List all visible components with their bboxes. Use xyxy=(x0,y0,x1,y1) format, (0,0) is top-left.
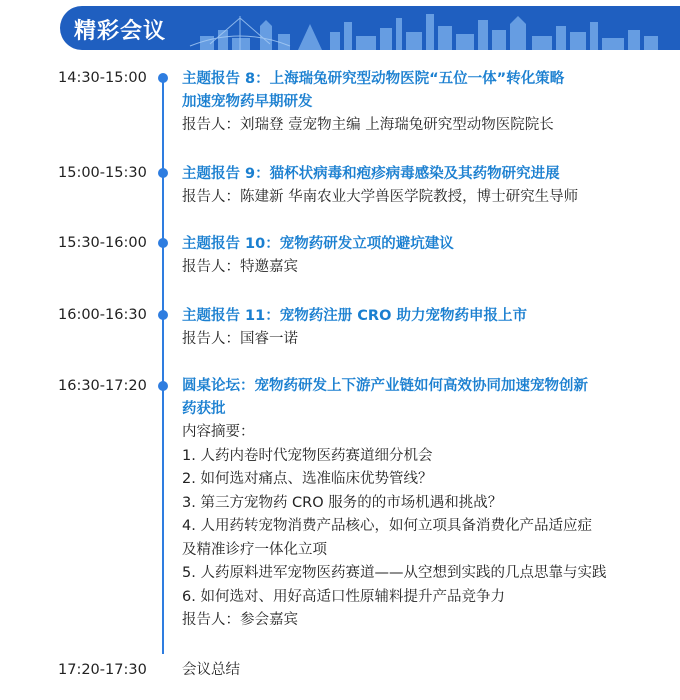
timeline-dot xyxy=(158,168,168,178)
agenda-item xyxy=(182,233,652,280)
timeline-line xyxy=(162,74,164,654)
timeline-dot xyxy=(158,381,168,391)
time-slot: 15:00-15:30 xyxy=(58,165,147,181)
agenda-title: 主题报告 11：宠物药注册 CRO 助力宠物药申报上市 xyxy=(182,308,527,324)
summary-item: 5. 人药原料进军宠物医药赛道——从空想到实践的几点思靠与实践 xyxy=(182,565,607,581)
time-slot: 16:30-17:20 xyxy=(58,378,147,394)
agenda-title: 主题报告 8：上海瑞兔研究型动物医院“五位一体”转化策略 xyxy=(182,71,565,87)
summary-item: 及精准诊疗一体化立项 xyxy=(182,541,327,558)
agenda-title: 主题报告 10：宠物药研发立项的避坑建议 xyxy=(182,236,454,252)
time-slot: 16:00-16:30 xyxy=(58,307,147,323)
agenda-item xyxy=(182,305,652,352)
timeline-dot xyxy=(158,310,168,320)
agenda-item xyxy=(182,163,652,210)
speaker: 报告人：特邀嘉宾 xyxy=(182,259,298,275)
agenda-title: 主题报告 9：猫杯状病毒和疱疹病毒感染及其药物研究进展 xyxy=(182,166,560,182)
speaker: 报告人：参会嘉宾 xyxy=(182,612,298,628)
speaker: 报告人：陈建新 华南农业大学兽医学院教授，博士研究生导师 xyxy=(182,189,579,205)
agenda-item xyxy=(182,659,652,683)
section-title: 精彩会议 xyxy=(74,19,167,44)
agenda-item xyxy=(182,375,652,633)
time-slot: 14:30-15:00 xyxy=(58,70,147,86)
agenda-item xyxy=(182,68,652,138)
closing-session: 会议总结 xyxy=(182,662,240,678)
summary-item: 1. 人药内卷时代宠物医药赛道细分机会 xyxy=(182,447,433,464)
summary-item: 6. 如何选对、用好高适口性原辅料提升产品竞争力 xyxy=(182,588,505,605)
summary-label: 内容摘要： xyxy=(182,424,255,440)
timeline-dot xyxy=(158,73,168,83)
timeline-dot xyxy=(158,238,168,248)
city-skyline-graphic xyxy=(180,6,680,50)
time-slot: 17:20-17:30 xyxy=(58,662,147,678)
summary-item: 2. 如何选对痛点、选准临床优势管线？ xyxy=(182,471,433,487)
agenda-title: 药获批 xyxy=(182,401,226,417)
agenda-title: 圆桌论坛：宠物药研发上下游产业链如何高效协同加速宠物创新 xyxy=(182,378,588,394)
summary-item: 4. 人用药转宠物消费产品核心，如何立项具备消费化产品适应症 xyxy=(182,518,592,534)
time-slot: 15:30-16:00 xyxy=(58,235,147,251)
section-header xyxy=(60,6,680,50)
speaker: 报告人：国睿一诺 xyxy=(182,331,298,347)
summary-item: 3. 第三方宠物药 CRO 服务的的市场机遇和挑战？ xyxy=(182,494,503,511)
speaker: 报告人：刘瑞登 壹宠物主编 上海瑞兔研究型动物医院院长 xyxy=(182,117,554,133)
agenda-title: 加速宠物药早期研发 xyxy=(182,94,313,110)
